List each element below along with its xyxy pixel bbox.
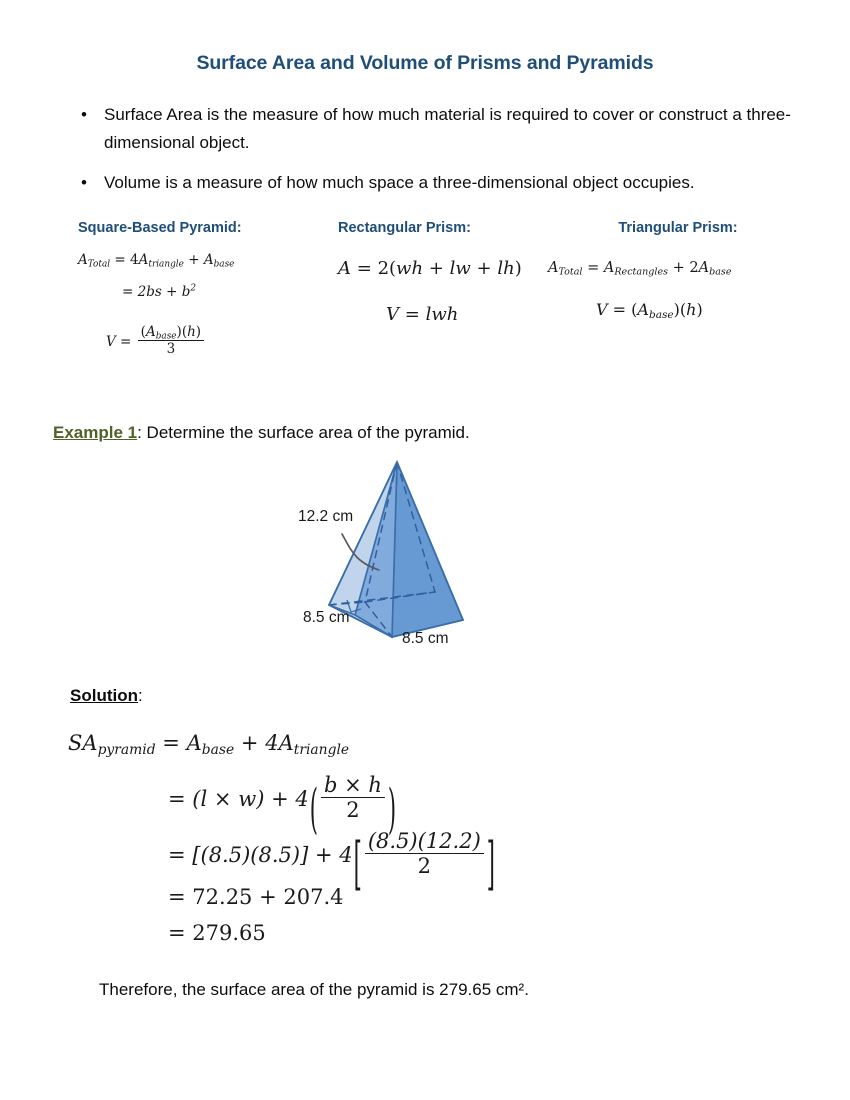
formula-token: A <box>186 731 202 755</box>
solution-work <box>0 725 850 955</box>
formula-token: ) <box>195 324 202 340</box>
solution-step-substitute-symbols <box>168 773 397 840</box>
formula-token: [ <box>192 843 201 868</box>
square-based-pyramid-figure <box>285 450 515 665</box>
formula-token: lw <box>449 258 471 279</box>
list-item <box>78 169 818 197</box>
formula-token: + <box>428 258 444 279</box>
formula-token: 72.25 <box>192 885 253 909</box>
formula-token: A <box>78 252 88 268</box>
formula-token: h <box>187 324 196 340</box>
formula-token: SA <box>68 731 98 755</box>
formula-token: = <box>612 300 627 319</box>
formula-subscript: Rectangles <box>614 266 669 278</box>
formula-token: lwh <box>425 304 459 325</box>
formula-token: = <box>120 333 132 350</box>
solution-heading <box>70 686 143 706</box>
formula-token: = <box>587 260 600 276</box>
fraction <box>138 324 204 357</box>
figure-label-base-left: 8.5 cm <box>303 609 350 626</box>
formula-superscript: 2 <box>190 283 197 294</box>
formula-token: ( <box>192 787 201 812</box>
formula-subscript: base <box>709 266 732 278</box>
formula-token: = <box>168 885 186 909</box>
formula-token: 279.65 <box>192 921 266 945</box>
formula-token: (8.5)(8.5) <box>200 843 301 868</box>
formula-token: = <box>404 304 420 325</box>
figure-label-base-front: 8.5 cm <box>402 630 449 647</box>
multiply-icon: × <box>344 773 362 797</box>
formula-pyramid-area-total <box>78 252 234 268</box>
formula-prism-volume <box>386 304 458 325</box>
formula-token: = <box>168 921 186 945</box>
list-item-text: Surface Area is the measure of how much material is required to cover or construct a three-dimensional object. <box>104 105 791 152</box>
left-paren-large: ( <box>309 777 318 840</box>
solution-step-result <box>168 921 266 945</box>
example-label: Example 1 <box>53 423 138 442</box>
formula-column-heading: Rectangular Prism: <box>338 220 471 236</box>
formula-token: )( <box>176 324 188 340</box>
bullet-marker-icon: • <box>81 173 87 192</box>
formula-token: b <box>181 284 191 300</box>
formula-token: = <box>356 258 372 279</box>
formula-token: = <box>162 731 180 755</box>
formula-token: lh <box>497 258 515 279</box>
intro-bullet-list <box>78 101 818 209</box>
formula-token: wh <box>396 258 424 279</box>
formula-token: h <box>368 773 382 797</box>
formula-token: + <box>271 787 289 812</box>
formula-subscript: triangle <box>293 741 350 758</box>
formula-token: + <box>166 284 178 300</box>
formula-token: V <box>386 304 399 325</box>
formula-subscript: Total <box>558 266 583 278</box>
formula-token: A <box>278 731 294 755</box>
formula-token: )( <box>673 300 687 319</box>
formula-subscript: base <box>213 259 235 270</box>
formula-token: 2 <box>689 260 699 276</box>
pyramid-svg <box>285 450 515 665</box>
formula-token: = <box>114 252 126 268</box>
fraction-denominator: 2 <box>321 797 385 822</box>
fraction-numerator <box>138 324 204 340</box>
formula-token: A <box>698 260 710 276</box>
list-item-text: Volume is a measure of how much space a three-dimensional object occupies. <box>104 173 695 192</box>
multiply-icon: × <box>213 787 232 812</box>
formula-token: A <box>637 300 649 319</box>
formula-token: A <box>203 252 214 268</box>
formula-token: + <box>259 885 277 909</box>
bullet-marker-icon: • <box>81 105 87 124</box>
formula-subscript: base <box>155 331 177 342</box>
list-item <box>78 101 818 157</box>
formula-pyramid-area-expanded <box>122 284 196 300</box>
conclusion-statement: Therefore, the surface area of the pyramid is 279.65 cm². <box>99 980 529 999</box>
pyramid-face-right <box>392 462 463 637</box>
formula-token: ( <box>140 324 146 340</box>
solution-colon: : <box>137 686 143 705</box>
formula-pyramid-volume <box>106 324 206 357</box>
formula-token: A <box>338 258 351 279</box>
solution-label: Solution <box>70 686 138 705</box>
solution-step-sa-definition <box>68 731 350 758</box>
example-prompt-text: : Determine the surface area of the pyramid. <box>137 423 470 442</box>
formula-token: = <box>122 284 134 300</box>
formula-subscript: base <box>648 308 674 321</box>
formula-token: 2 <box>377 258 390 279</box>
formula-token: A <box>145 324 156 340</box>
fraction <box>365 829 484 878</box>
right-bracket-large: ] <box>486 831 495 897</box>
formula-prism-area <box>338 258 522 279</box>
formula-column-triangular-prism <box>548 220 838 321</box>
formula-token: 4 <box>265 731 279 755</box>
formula-token: ( <box>631 300 638 319</box>
fraction-numerator: (8.5)(12.2) <box>367 829 481 853</box>
right-paren-large: ) <box>387 777 397 840</box>
formula-token: w <box>238 787 257 812</box>
formula-column-heading: Square-Based Pyramid: <box>78 220 242 236</box>
formula-subscript: base <box>201 741 235 758</box>
formula-token: 4 <box>295 787 309 812</box>
formula-subscript: pyramid <box>97 741 156 758</box>
fraction-denominator: 3 <box>138 340 204 357</box>
formula-token: V <box>106 333 116 350</box>
formula-token: b <box>323 773 338 797</box>
formula-token: V <box>596 300 608 319</box>
formula-token: A <box>603 260 615 276</box>
formula-token: ( <box>389 258 397 279</box>
formula-token: ] <box>300 843 309 868</box>
formula-token: A <box>548 260 559 276</box>
formula-token: = <box>168 843 186 868</box>
formula-token: 207.4 <box>283 885 344 909</box>
formula-column-rectangular-prism <box>338 220 543 325</box>
fraction-denominator: 2 <box>365 853 484 878</box>
formula-token: 2bs <box>137 284 162 300</box>
formula-token: ) <box>256 787 265 812</box>
solution-step-sum-terms <box>168 885 344 909</box>
formula-token: ) <box>696 300 703 319</box>
formula-token: l <box>200 787 208 812</box>
formula-token: 4 <box>130 252 139 268</box>
formula-column-heading: Triangular Prism: <box>618 220 738 236</box>
formula-subscript: Total <box>87 259 111 270</box>
formula-column-square-based-pyramid <box>78 220 328 357</box>
formula-token: + <box>672 260 685 276</box>
page-title: Surface Area and Volume of Prisms and Pyramids <box>196 52 654 74</box>
formula-triprism-volume <box>596 300 703 319</box>
formula-triprism-area-total <box>548 260 732 276</box>
formula-token: + <box>314 843 333 868</box>
formula-reference-row <box>0 220 850 380</box>
formula-token: ) <box>514 258 522 279</box>
formula-token: h <box>686 300 697 319</box>
formula-token: + <box>240 731 259 755</box>
formula-token: + <box>476 258 492 279</box>
fraction <box>321 773 385 822</box>
formula-subscript: triangle <box>148 259 184 270</box>
formula-token: A <box>138 252 149 268</box>
example-heading <box>53 423 470 443</box>
formula-token: + <box>188 252 200 268</box>
figure-label-slant-height: 12.2 cm <box>298 508 354 525</box>
left-bracket-large: [ <box>353 831 362 897</box>
formula-token: = <box>168 787 186 812</box>
fraction-numerator <box>321 773 385 797</box>
formula-token: 4 <box>339 843 353 868</box>
